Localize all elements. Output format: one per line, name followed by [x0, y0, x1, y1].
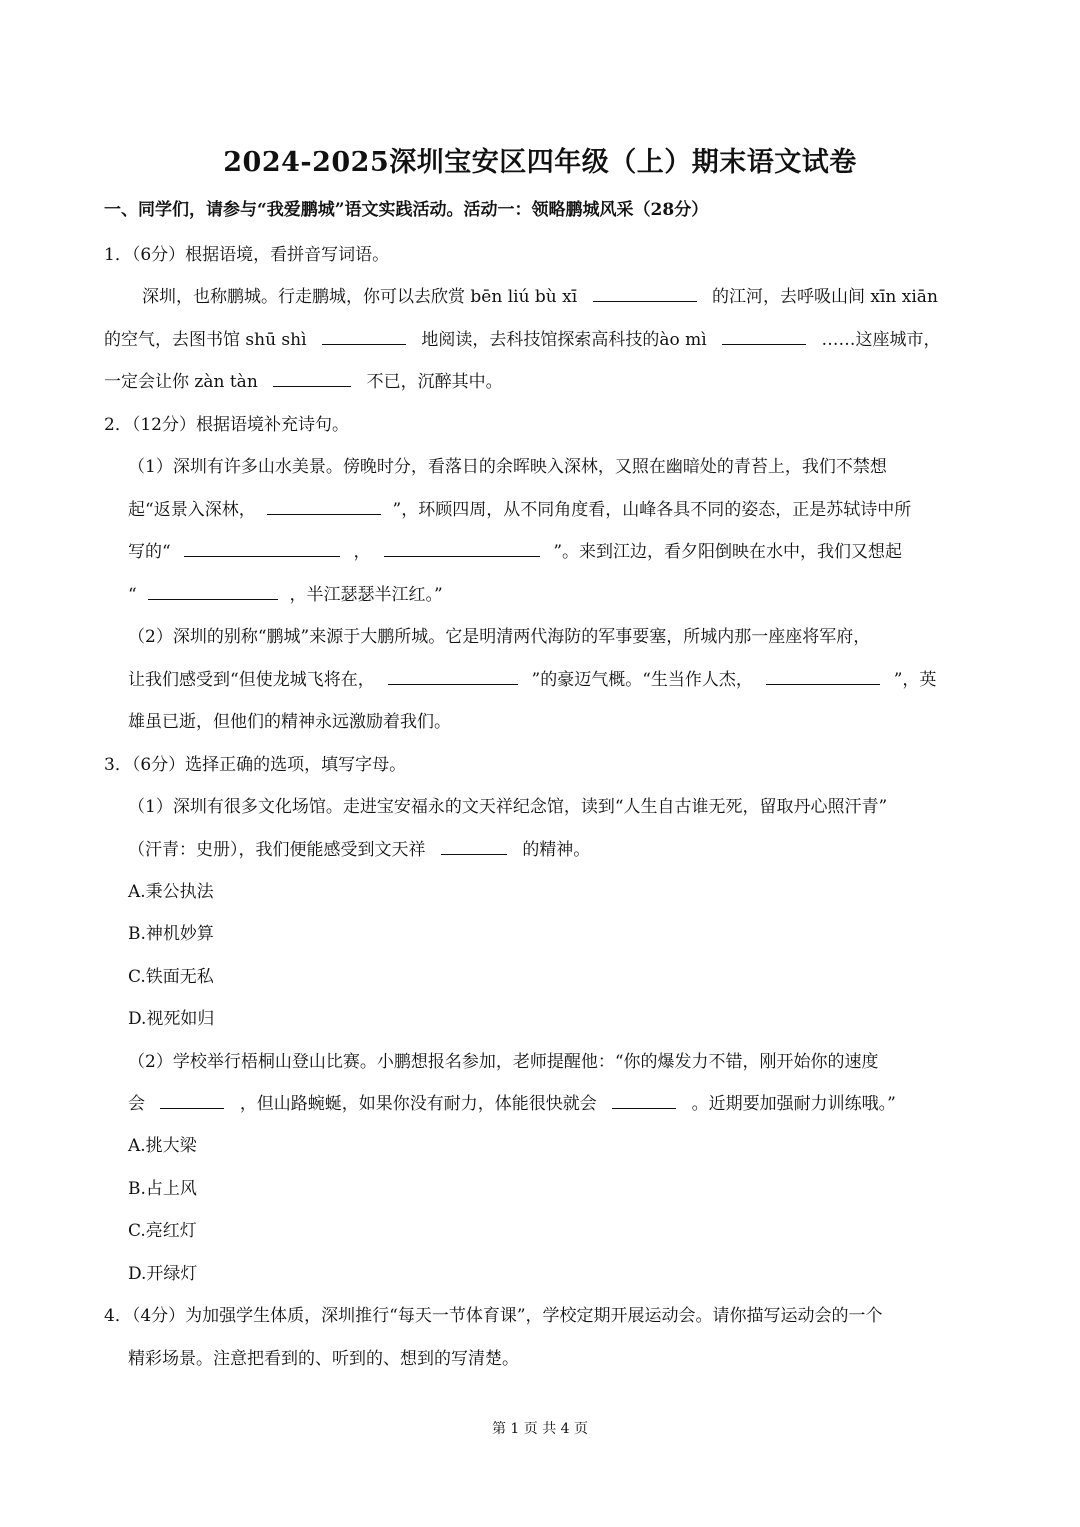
question-2-part-1-line-3 [128, 537, 902, 562]
question-2-part-2-line-2 [128, 665, 936, 690]
question-1-line-1 [142, 282, 938, 307]
q3-text: 的精神。 [522, 840, 591, 860]
q1-text: ……这座城市， [821, 330, 941, 350]
answer-blank[interactable] [766, 670, 880, 685]
option-c[interactable]: C.亮红灯 [128, 1221, 197, 1241]
question-4-line-1: 4．（4分）为加强学生体质，深圳推行“每天一节体育课”，学校定期开展运动会。请你描写运动会的一个 [104, 1306, 883, 1326]
answer-blank[interactable] [273, 372, 351, 387]
page-footer: 第 1 页 共 4 页 [491, 1421, 589, 1437]
question-3-part-2-line-1: （2）学校举行梧桐山登山比赛。小鹏想报名参加，老师提醒他：“你的爆发力不错，刚开始你的速度 [128, 1052, 879, 1072]
question-1-line-2 [104, 325, 941, 350]
option-d[interactable]: D.视死如归 [128, 1009, 215, 1029]
q3-text: 。近期要加强耐力训练哦。” [691, 1094, 896, 1114]
q1-text: 的空气，去图书馆 shū shì [104, 330, 307, 350]
section-heading: 一、同学们，请参与“我爱鹏城”语文实践活动。活动一：领略鹏城风采（28分） [104, 200, 709, 220]
page-title: 2024-2025深圳宝安区四年级（上）期末语文试卷 [223, 147, 857, 178]
q1-text: 地阅读，去科技馆探索高科技的ào mì [421, 330, 707, 350]
answer-blank[interactable] [384, 542, 540, 557]
answer-blank[interactable] [267, 500, 381, 515]
q3-text: ，但山路蜿蜒，如果你没有耐力，体能很快就会 [239, 1094, 597, 1114]
answer-blank[interactable] [160, 1094, 224, 1109]
q1-text: 深圳，也称鹏城。行走鹏城，你可以去欣赏 bēn liú bù xī [142, 287, 578, 307]
question-2-part-2-line-3: 雄虽已逝，但他们的精神永远激励着我们。 [128, 712, 451, 732]
option-b[interactable]: B.神机妙算 [128, 924, 214, 944]
q2-text: 让我们感受到“但使龙城飞将在， [128, 670, 375, 690]
q2-text: ”，英 [893, 670, 937, 690]
question-4-line-2: 精彩场景。注意把看到的、听到的、想到的写清楚。 [128, 1349, 519, 1369]
question-1-line-3 [104, 367, 503, 392]
question-3-part-1-line-2 [128, 835, 590, 860]
question-2-part-1-line-1: （1）深圳有许多山水美景。傍晚时分，看落日的余晖映入深林，又照在幽暗处的青苔上，我们不禁想 [128, 457, 887, 477]
answer-blank[interactable] [184, 542, 340, 557]
question-2-part-1-line-4 [128, 580, 443, 605]
question-3-head: 3．（6分）选择正确的选项，填写字母。 [104, 755, 407, 775]
answer-blank[interactable] [722, 330, 806, 345]
q2-text: ”，环顾四周，从不同角度看，山峰各具不同的姿态，正是苏轼诗中所 [392, 500, 912, 520]
answer-blank[interactable] [322, 330, 406, 345]
q2-text: ， [353, 542, 371, 562]
q3-text: （汗青：史册），我们便能感受到文天祥 [128, 840, 426, 860]
q1-text: 一定会让你 zàn tàn [104, 372, 258, 392]
option-a[interactable]: A.挑大梁 [128, 1136, 197, 1156]
option-a[interactable]: A.秉公执法 [128, 882, 214, 902]
q2-text: ，半江瑟瑟半江红。” [289, 585, 443, 605]
option-b[interactable]: B.占上风 [128, 1179, 197, 1199]
question-3-part-1-line-1: （1）深圳有很多文化场馆。走进宝安福永的文天祥纪念馆，读到“人生自古谁无死，留取丹心照汗青” [128, 797, 888, 817]
question-3-part-2-line-2 [128, 1089, 896, 1114]
question-2-part-1-line-2 [128, 495, 911, 520]
q2-text: 写的“ [128, 542, 171, 562]
option-c[interactable]: C.铁面无私 [128, 967, 214, 987]
q1-text: 不已，沉醉其中。 [366, 372, 503, 392]
question-1-head: 1．（6分）根据语境，看拼音写词语。 [104, 245, 390, 265]
answer-blank[interactable] [593, 287, 697, 302]
q1-text: 的江河，去呼吸山间 xīn xiān [712, 287, 938, 307]
answer-blank[interactable] [148, 585, 278, 600]
question-2-head: 2．（12分）根据语境补充诗句。 [104, 415, 349, 435]
question-2-part-2-line-1: （2）深圳的别称“鹏城”来源于大鹏所城。它是明清两代海防的军事要塞，所城内那一座座将军府， [128, 627, 871, 647]
answer-blank[interactable] [612, 1094, 676, 1109]
q2-text: ”的豪迈气概。“生当作人杰， [531, 670, 753, 690]
option-d[interactable]: D.开绿灯 [128, 1264, 198, 1284]
q3-text: 会 [128, 1094, 145, 1114]
q2-text: “ [128, 585, 137, 605]
q2-text: ”。来到江边，看夕阳倒映在水中，我们又想起 [553, 542, 903, 562]
answer-blank[interactable] [388, 670, 518, 685]
q2-text: 起“返景入深林， [128, 500, 256, 520]
answer-blank[interactable] [441, 840, 507, 855]
